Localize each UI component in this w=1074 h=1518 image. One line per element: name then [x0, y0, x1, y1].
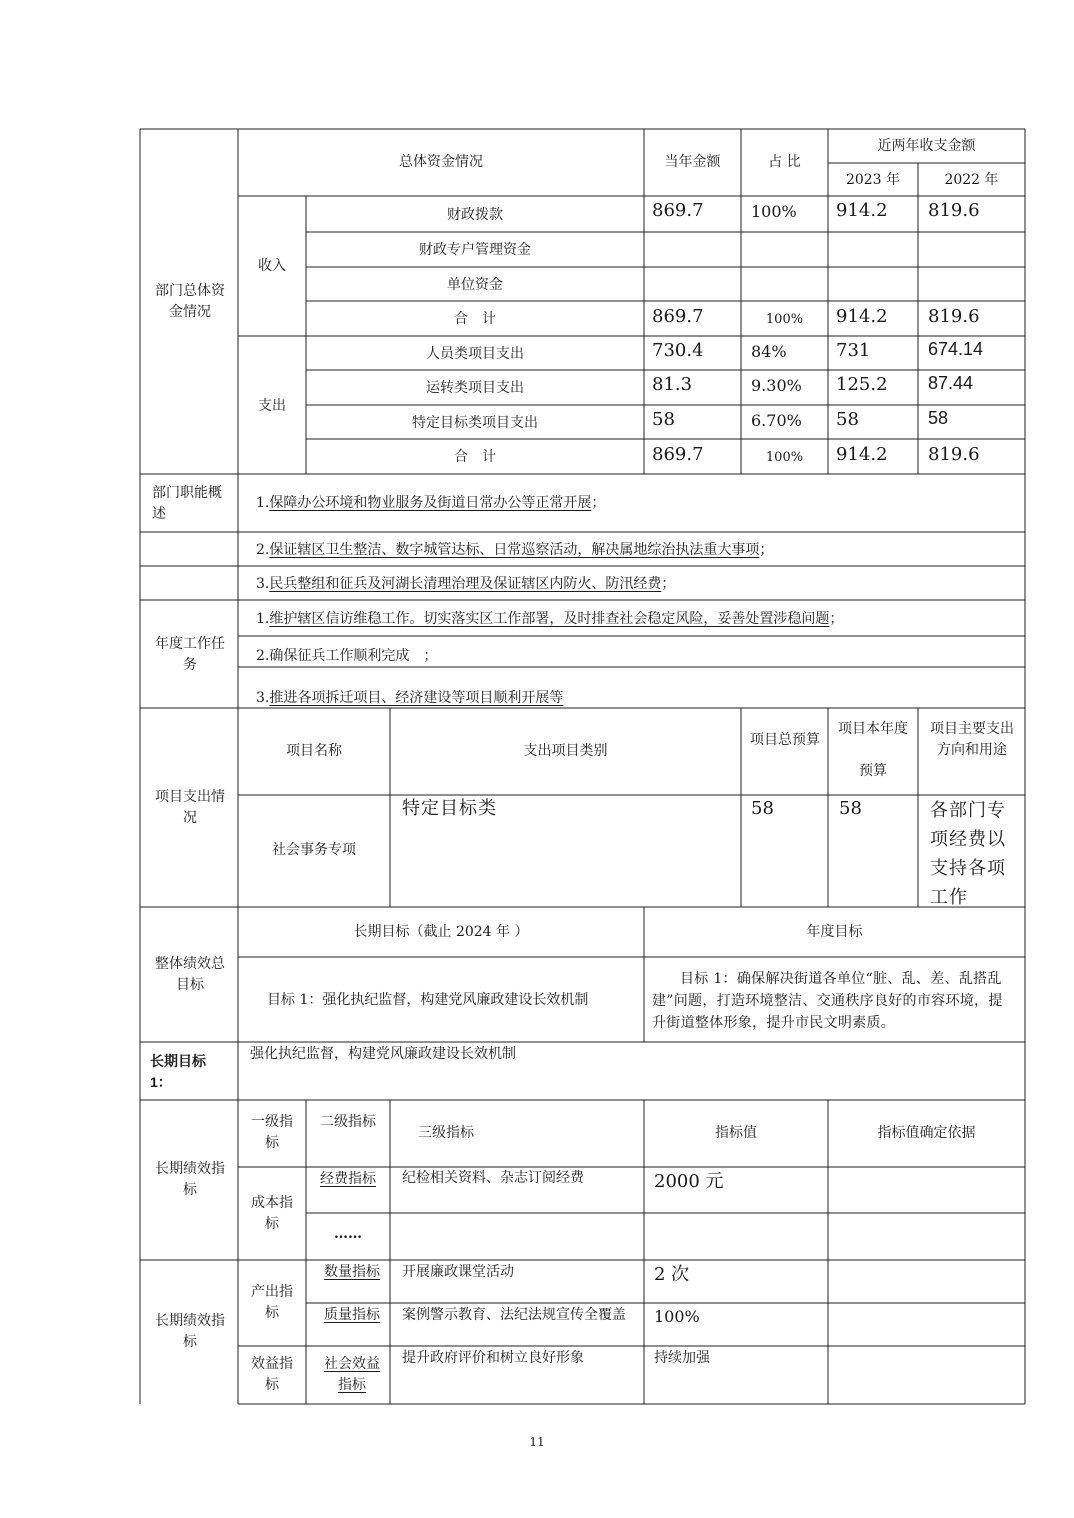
income-total-name: 合 计 [454, 311, 496, 327]
annual-text: 目标 1：确保解决街道各单位“脏、乱、差、乱搭乱建”问题，打造环境整洁、交通秩序良好的市容环境，提升街道整体形象，提升市民文明素质。 [652, 971, 1003, 1031]
expense-total-2022: 819.6 [928, 444, 980, 465]
long-goal-1-text: 强化执纪监督，构建党风廉政建设长效机制 [250, 1046, 516, 1062]
expense-total-name: 合 计 [454, 449, 496, 465]
expense-row-ratio: 9.30% [751, 376, 802, 395]
income-row-current: 869.7 [652, 200, 704, 221]
annual-header: 年度目标 [806, 924, 863, 940]
expense-total-current: 869.7 [652, 444, 704, 465]
output-value-quantity: 2 次 [654, 1264, 690, 1285]
indicators-header-l1: 一级指标 [251, 1114, 293, 1151]
cost-value: 2000 元 [654, 1171, 724, 1192]
task-item-2: 2.确保征兵工作顺利完成 ； [256, 648, 438, 664]
income-row-2022: 819.6 [928, 200, 980, 221]
project-year-budget: 58 [839, 798, 862, 819]
indicators-header-l3: 三级指标 [418, 1125, 474, 1141]
project-name: 社会事务专项 [272, 842, 356, 858]
income-total-ratio: 100% [765, 312, 804, 327]
output-value-quality: 100% [654, 1307, 700, 1326]
expense-total-ratio: 100% [765, 450, 804, 465]
annual-tasks-label: 年度工作任务 [155, 636, 225, 673]
income-row-ratio: 100% [751, 202, 797, 221]
section-label-overall: 部门总体资金情况 [155, 283, 225, 320]
projects-header-name: 项目名称 [286, 743, 342, 759]
header-2023: 2023 年 [845, 172, 901, 188]
indicators-label: 长期绩效指标 [155, 1161, 225, 1198]
indicators-header-value: 指标值 [715, 1125, 757, 1141]
output-l2-quantity: 数量指标 [324, 1264, 380, 1280]
projects-header-purpose: 项目主要支出方向和用途 [930, 721, 1014, 758]
income-row-name: 财政拨款 [447, 207, 503, 223]
output-indicator-group: 产出指标 [251, 1284, 293, 1321]
income-total-current: 869.7 [652, 306, 704, 327]
income-total-2023: 914.2 [836, 306, 888, 327]
projects-header-category: 支出项目类别 [523, 743, 608, 759]
header-ratio: 占 比 [768, 154, 801, 170]
expense-row-current: 730.4 [652, 340, 704, 361]
expense-total-2023: 914.2 [836, 444, 888, 465]
expense-row-current: 81.3 [652, 374, 693, 395]
expense-row-name: 运转类项目支出 [426, 380, 524, 396]
header-recent: 近两年收支金额 [877, 138, 976, 154]
overall-goals-label: 整体绩效总目标 [155, 956, 225, 993]
indicators-header-basis: 指标值确定依据 [877, 1125, 976, 1141]
header-2022: 2022 年 [944, 172, 999, 188]
indicators-header-l2: 二级指标 [320, 1114, 376, 1130]
income-row-2023: 914.2 [836, 200, 888, 221]
expense-label: 支出 [258, 398, 286, 414]
benefit-l3-social: 提升政府评价和树立良好形象 [402, 1350, 584, 1366]
task-item-3: 3.推进各项拆迁项目、经济建设等项目顺利开展等 [256, 690, 564, 706]
benefit-indicator-group: 效益指标 [251, 1356, 293, 1393]
expense-row-ratio: 6.70% [751, 411, 802, 430]
income-total-2022: 819.6 [928, 306, 980, 327]
cost-l2: 经费指标 [320, 1171, 376, 1187]
projects-label: 项目支出情况 [155, 789, 225, 826]
expense-row-2023: 58 [836, 409, 859, 430]
project-total-budget: 58 [751, 798, 774, 819]
output-l2-quality: 质量指标 [324, 1307, 380, 1323]
cost-l3: 纪检相关资料、杂志订阅经费 [402, 1170, 584, 1186]
expense-row-ratio: 84% [751, 342, 787, 361]
long-term-header: 长期目标（截止 2024 年 ） [353, 924, 529, 940]
projects-header-year-2: 预算 [859, 763, 887, 779]
output-l3-quality: 案例警示教育、法纪法规宣传全覆盖 [402, 1307, 626, 1323]
projects-header-year-1: 项目本年度 [838, 721, 908, 737]
cost-l2-ellipsis: …… [334, 1226, 362, 1242]
expense-row-name: 特定目标类项目支出 [412, 415, 538, 431]
benefit-value-social: 持续加强 [654, 1350, 710, 1366]
task-item-1: 1.维护辖区信访维稳工作。切实落实区工作部署，及时排查社会稳定风险，妥善处置涉稳问题； [256, 611, 844, 627]
header-current: 当年金额 [664, 154, 721, 170]
header-item: 总体资金情况 [399, 154, 483, 170]
expense-row-2022: 58 [928, 408, 949, 428]
project-category: 特定目标类 [402, 798, 497, 819]
function-item-1: 1.保障办公环境和物业服务及街道日常办公等正常开展； [256, 495, 606, 511]
long-goal-1-label: 长期目标1： [150, 1053, 206, 1090]
function-item-2: 2.保证辖区卫生整洁、数字城管达标、日常巡察活动，解决属地综治执法重大事项； [256, 542, 774, 558]
expense-row-2023: 731 [836, 340, 871, 361]
cost-indicator-group: 成本指标 [251, 1195, 293, 1232]
long-term-text: 目标 1：强化执纪监督，构建党风廉政建设长效机制 [267, 992, 589, 1008]
expense-row-name: 人员类项目支出 [426, 346, 524, 362]
expense-row-2022: 87.44 [928, 373, 974, 393]
income-row-name: 单位资金 [447, 277, 503, 293]
income-row-name: 财政专户管理资金 [419, 242, 531, 258]
page-number: 11 [529, 1435, 545, 1449]
projects-header-total: 项目总预算 [750, 732, 820, 748]
benefit-l2-social: 社会效益指标 [324, 1356, 380, 1393]
function-item-3: 3.民兵整组和征兵及河湖长清理治理及保证辖区内防火、防汛经费； [256, 576, 676, 592]
expense-row-current: 58 [652, 409, 675, 430]
functions-label: 部门职能概述 [152, 485, 222, 522]
income-label: 收入 [258, 258, 286, 274]
output-l3-quantity: 开展廉政课堂活动 [402, 1264, 514, 1280]
expense-row-2023: 125.2 [836, 374, 888, 395]
indicators-label-2: 长期绩效指标 [155, 1313, 225, 1350]
project-purpose: 各部门专项经费以支持各项工作 [930, 800, 1006, 908]
expense-row-2022: 674.14 [928, 339, 984, 359]
